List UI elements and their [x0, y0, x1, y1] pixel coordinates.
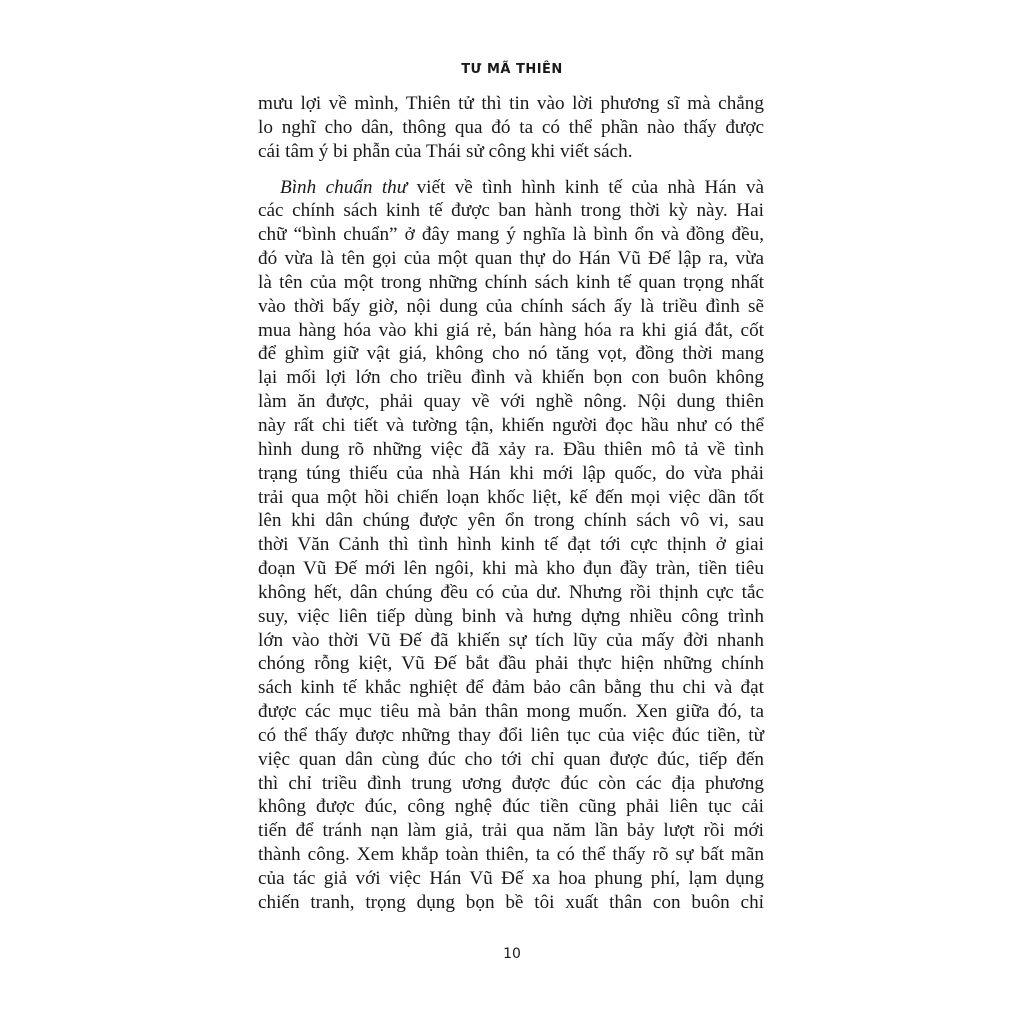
text-line: suy, việc liên tiếp dùng binh và hưng dựng nhiều công trình: [258, 605, 764, 627]
text-line: hình dung rõ những việc đã xảy ra. Đầu thiên mô tả về tình: [258, 438, 764, 460]
text-line: lớn vào thời Vũ Đế đã khiến sự tích lũy của mấy đời nhanh: [258, 629, 764, 651]
text-line: này rất chi tiết và tường tận, khiến người đọc hầu như có thể: [258, 414, 764, 436]
page-number: 10: [503, 946, 521, 962]
book-title-italic: Bình chuẩn thư: [280, 176, 408, 198]
text-line: trải qua một hồi chiến loạn khốc liệt, kế đến mọi việc dần tốt: [258, 486, 764, 508]
text-line: vào thời bấy giờ, nội dung của chính sách ấy là triều đình sẽ: [258, 295, 764, 317]
text-line: đó vừa là tên gọi của một quan thự do Hán Vũ Đế lập ra, vừa: [258, 248, 764, 270]
text-line: là tên của một trong những chính sách kinh tế quan trọng nhất: [258, 271, 764, 293]
text-line: chữ “bình chuẩn” ở đây mang ý nghĩa là bình ổn và đồng đều,: [258, 224, 764, 246]
text-line: mưu lợi về mình, Thiên tử thì tin vào lời phương sĩ mà chẳng: [258, 93, 764, 114]
text-line: không được đúc, công nghệ đúc tiền cũng phải liên tục cải: [258, 796, 764, 818]
text-line: chiến tranh, trọng dụng bọn bề tôi xuất thân con buôn chỉ: [258, 891, 764, 913]
text-line-first: [258, 176, 764, 200]
paragraph-1: [258, 92, 764, 164]
text-line: mua hàng hóa vào khi giá rẻ, bán hàng hóa ra khi giá đắt, cốt: [258, 319, 764, 341]
text-line: làm ăn được, phải quay về với nghề nông. Nội dung thiên: [258, 391, 764, 413]
text-line: có thể thấy được những thay đổi liên tục của việc đúc tiền, từ: [258, 724, 764, 746]
text-line: được các mục tiêu mà bản thân mong muốn. Xen giữa đó, ta: [258, 701, 764, 723]
text-line: tiến để tránh nạn làm giả, trải qua năm lần bảy lượt rồi mới: [258, 820, 764, 842]
text-line: việc quan dân cùng đúc cho tới chỉ quan được đúc, tiếp đến: [258, 748, 764, 770]
text-line: thì chỉ triều đình trung ương được đúc còn các địa phương: [258, 772, 764, 794]
running-header: TƯ MÃ THIÊN: [461, 62, 563, 77]
text-line: không hết, dân chúng đều có của dư. Nhưng rồi thịnh cực tắc: [258, 581, 764, 603]
text-line: lo nghĩ cho dân, thông qua đó ta có thể phần nào thấy được: [258, 116, 764, 138]
text-line: lên khi dân chúng được yên ổn trong chính sách vô vi, sau: [258, 510, 764, 532]
text-line: thành công. Xem khắp toàn thiên, ta có thể thấy rõ sự bất mãn: [258, 844, 764, 866]
paragraph-spacer: [258, 164, 764, 176]
text-line: sách kinh tế khắc nghiệt để đảm bảo cân bằng thu chi và đạt: [258, 677, 764, 699]
text-line: cái tâm ý bi phẫn của Thái sử công khi viết sách.: [258, 140, 633, 162]
text-line: các chính sách kinh tế được ban hành trong thời kỳ này. Hai: [258, 200, 764, 222]
text-line: để ghìm giữ vật giá, không cho nó tăng vọt, đồng thời mang: [258, 343, 764, 365]
text-line-rest: viết về tình hình kinh tế của nhà Hán và: [407, 176, 764, 198]
text-line: đoạn Vũ Đế mới lên ngôi, khi mà kho đụn đầy tràn, tiền tiêu: [258, 558, 764, 580]
body-text: [258, 92, 764, 915]
text-line: trạng túng thiếu của nhà Hán khi mới lập quốc, do vừa phải: [258, 462, 764, 484]
text-line: của tác giả với việc Hán Vũ Đế xa hoa phung phí, lạm dụng: [258, 868, 764, 889]
text-line: thời Văn Cảnh thì tình hình kinh tế đạt tới cực thịnh ở giai: [258, 534, 764, 556]
paragraph-2: [258, 176, 764, 915]
text-line: chóng rỗng kiệt, Vũ Đế bắt đầu phải thực hiện những chính: [258, 653, 764, 675]
text-line: lại mối lợi lớn cho triều đình và khiến bọn con buôn không: [258, 367, 764, 389]
